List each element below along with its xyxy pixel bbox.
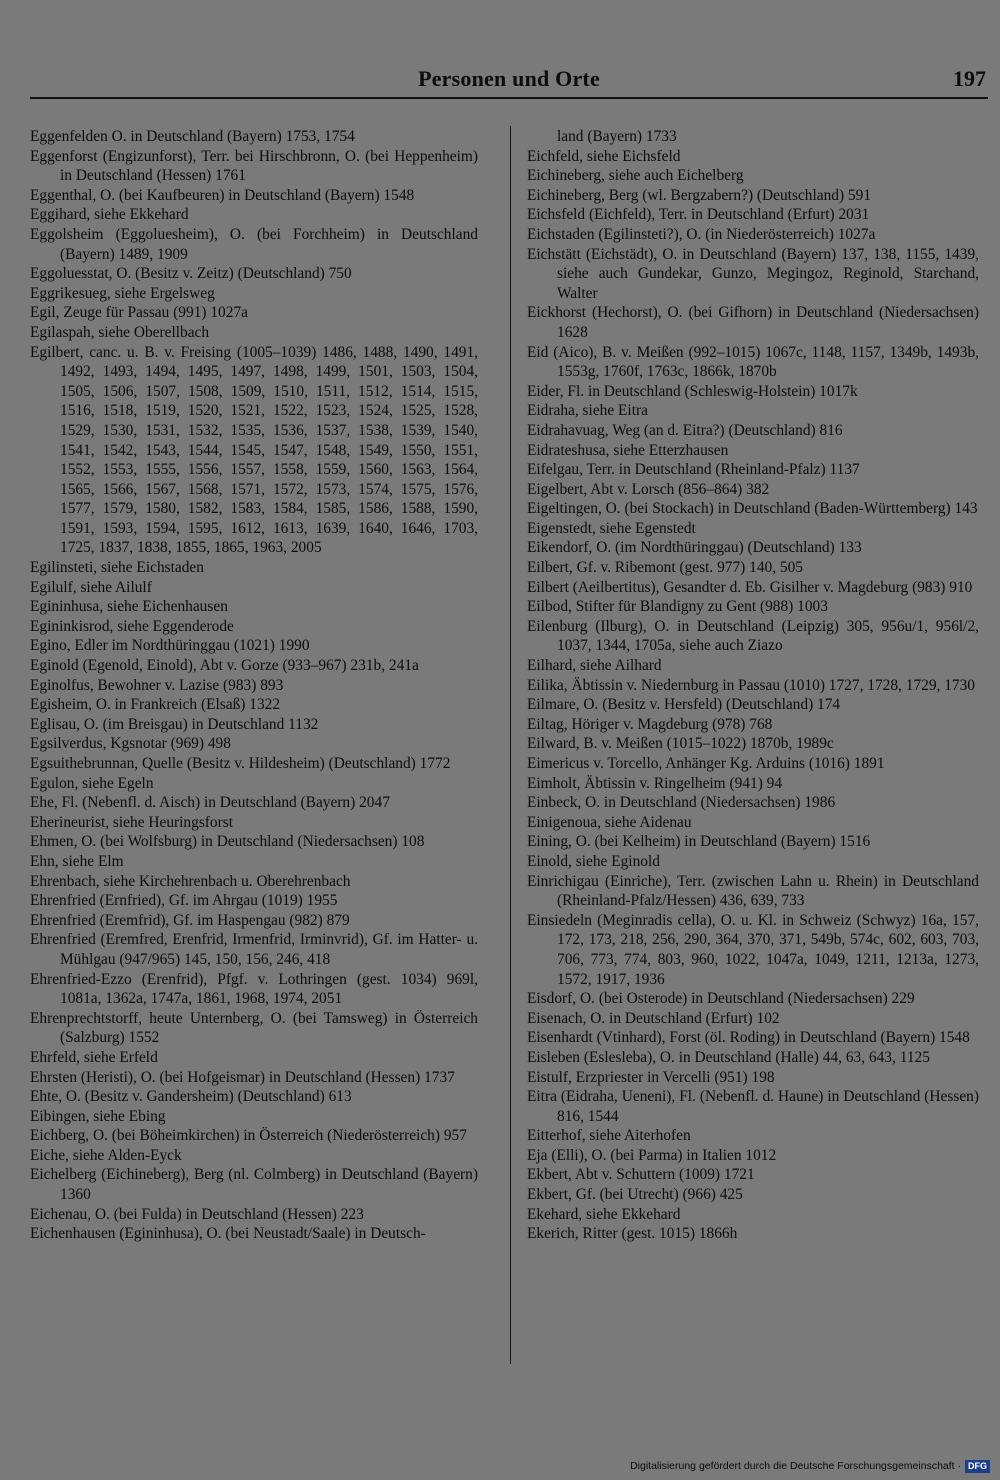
index-entry: Egisheim, O. in Frankreich (Elsaß) 1322 [30,696,281,714]
index-entry: Eilbod, Stifter für Blandigny zu Gent (988) 1003 [527,598,828,616]
index-entry: Eichelberg (Eichineberg), Berg (nl. Colmberg) in Deutschland (Bayern) 1360 [30,1166,478,1204]
index-entry: Eichfeld, siehe Eichsfeld [527,147,681,165]
index-entry: Egsilverdus, Kgsnotar (969) 498 [30,735,231,753]
index-entry: Ehrenprechtstorff, heute Unternberg, O. (bei Tamsweg) in Österreich (Salzburg) 1552 [30,1009,478,1047]
index-entry: Einold, siehe Eginold [527,852,660,870]
index-entry: Eilmare, O. (Besitz v. Hersfeld) (Deutschland) 174 [527,696,841,714]
index-entry: Egsuithebrunnan, Quelle (Besitz v. Hildesheim) (Deutschland) 1772 [30,755,451,772]
index-entry: Ekbert, Gf. (bei Utrecht) (966) 425 [527,1186,743,1204]
index-entry: Eglisau, O. (im Breisgau) in Deutschland 1132 [30,715,319,733]
index-entry: Ehmen, O. (bei Wolfsburg) in Deutschland (Niedersachsen) 108 [30,833,425,851]
index-entry: Eidrateshusa, siehe Etterzhausen [527,441,729,459]
index-entry: Eichenhausen (Egininhusa), O. (bei Neustadt/Saale) in Deutsch- [30,1225,426,1243]
index-entry: Eisdorf, O. (bei Osterode) in Deutschland (Niedersachsen) 229 [527,990,915,1008]
dfg-logo: DFG [965,1460,990,1473]
index-entry: Eidrahavuag, Weg (an d. Eitra?) (Deutschland) 816 [527,421,843,439]
index-entry: Eigeltingen, O. (bei Stockach) in Deutschland (Baden-Württemberg) 143 [527,500,978,518]
index-entry: Egilaspah, siehe Oberellbach [30,323,210,341]
index-entry: Eichstaden (Egilinsteti?), O. (in Niederösterreich) 1027a [527,225,876,243]
index-entry: Egininkisrod, siehe Eggenderode [30,617,234,635]
index-entry: Egilulf, siehe Ailulf [30,578,152,596]
index-entry: Eitterhof, siehe Aiterhofen [527,1127,691,1145]
index-entry: Eichineberg, siehe auch Eichelberg [527,167,744,185]
index-entry: Eimholt, Äbtissin v. Ringelheim (941) 94 [527,774,783,792]
index-entry: Egulon, siehe Egeln [30,774,154,792]
index-entry: Eilika, Äbtissin v. Niedernburg in Passau (1010) 1727, 1728, 1729, 1730 [527,676,976,694]
index-entry: Eherineurist, siehe Heuringsforst [30,813,234,831]
header-rule [30,97,988,99]
index-entry: Ehrfeld, siehe Erfeld [30,1048,158,1066]
index-entry: Eja (Elli), O. (bei Parma) in Italien 1012 [527,1146,777,1164]
index-entry: Ehrenfried-Ezzo (Erenfrid), Pfgf. v. Lothringen (gest. 1034) 969l, 1081a, 1362a, 1747a, 1861, 1968, 1974, 2051 [30,970,478,1008]
index-entry: Egilinsteti, siehe Eichstaden [30,559,204,577]
index-entry: Eiche, siehe Alden-Eyck [30,1146,182,1164]
index-entry: Eider, Fl. in Deutschland (Schleswig-Holstein) 1017k [527,382,858,400]
index-entry: Einigenoua, siehe Aidenau [527,813,692,831]
index-entry: Eiltag, Höriger v. Magdeburg (978) 768 [527,715,773,733]
index-entry: Eilenburg (Ilburg), O. in Deutschland (Leipzig) 305, 956u/1, 956l/2, 1037, 1344, 1705a, siehe auch Ziazo [527,617,979,655]
index-entry: Eggrikesueg, siehe Ergelsweg [30,284,215,302]
index-entry: Eichberg, O. (bei Böheimkirchen) in Österreich (Niederösterreich) 957 [30,1127,467,1145]
index-entry: Eichstätt (Eichstädt), O. in Deutschland (Bayern) 137, 138, 1155, 1439, siehe auch Gundekar, Gunzo, Megingoz, Reginold, Starchand, Walter [527,245,979,302]
index-entry: Egino, Edler im Nordthüringgau (1021) 1990 [30,637,310,655]
index-entry: Eichineberg, Berg (wl. Bergzabern?) (Deutschland) 591 [527,186,872,204]
index-entry: Eidraha, siehe Eitra [527,402,648,420]
index-entry: Eifelgau, Terr. in Deutschland (Rheinland-Pfalz) 1137 [527,461,860,479]
index-entry: Eginolfus, Bewohner v. Lazise (983) 893 [30,676,284,694]
index-entry: Eilward, B. v. Meißen (1015–1022) 1870b, 1989c [527,735,834,753]
index-entry: Eginold (Egenold, Einold), Abt v. Gorze (933–967) 231b, 241a [30,657,419,675]
index-entry: Eigelbert, Abt v. Lorsch (856–864) 382 [527,480,770,498]
index-entry: Ehrenfried (Eremfrid), Gf. im Haspengau (982) 879 [30,911,350,929]
footer-credit-text: Digitalisierung gefördert durch die Deutsche Forschungsgemeinschaft · [630,1460,961,1472]
index-entry: Ekerich, Ritter (gest. 1015) 1866h [527,1225,738,1243]
index-entry: Eggihard, siehe Ekkehard [30,206,189,224]
digitization-credit [630,1458,990,1474]
index-entry: Eitra (Eidraha, Ueneni), Fl. (Nebenfl. d. Haune) in Deutschland (Hessen) 816, 1544 [527,1088,979,1125]
page-title: Personen und Orte [418,66,600,91]
index-entry: Eisleben (Eslesleba), O. in Deutschland (Halle) 44, 63, 643, 1125 [527,1048,930,1066]
index-entry: Einbeck, O. in Deutschland (Niedersachsen) 1986 [527,794,836,812]
index-entry: Ekbert, Abt v. Schuttern (1009) 1721 [527,1166,755,1184]
index-entry: Eilbert (Aeilbertitus), Gesandter d. Eb. Gisilher v. Magdeburg (983) 910 [527,578,973,596]
index-entry: Ehn, siehe Elm [30,852,124,870]
index-entry: land (Bayern) 1733 [557,128,677,145]
index-entry: Eggenthal, O. (bei Kaufbeuren) in Deutschland (Bayern) 1548 [30,186,415,204]
index-entry: Ehrenbach, siehe Kirchehrenbach u. Oberehrenbach [30,872,351,890]
page-header [30,62,988,96]
index-entry: Einsiedeln (Meginradis cella), O. u. Kl. in Schweiz (Schwyz) 16a, 157, 172, 173, 218, 256, 290, 364, 370, 371, 549b, 574c, 602, 603, 703, 706, 773, 774, 803, 960, 1022, 1047a, 1049, 1211, 1213a, 1273, 1572, 1917, 1936 [527,911,979,988]
index-entry: Ehte, O. (Besitz v. Gandersheim) (Deutschland) 613 [30,1088,352,1106]
index-entry: Eggenfelden O. in Deutschland (Bayern) 1753, 1754 [30,128,355,145]
index-entry: Egilbert, canc. u. B. v. Freising (1005–1039) 1486, 1488, 1490, 1491, 1492, 1493, 1494, 1495, 1497, 1498, 1499, 1501, 1503, 1504, 1505, 1506, 1507, 1508, 1509, 1510, 1511, 1512, 1514, 1515, 1516, 1518, 1519, 1520, 1521, 1522, 1523, 1524, 1525, 1528, 1529, 1530, 1531, 1532, 1535, 1536, 1537, 1538, 1539, 1540, 1541, 1542, 1543, 1544, 1545, 1547, 1548, 1549, 1550, 1551, 1552, 1553, 1555, 1556, 1557, 1558, 1559, 1560, 1563, 1564, 1565, 1566, 1567, 1568, 1571, 1572, 1573, 1574, 1575, 1576, 1577, 1579, 1580, 1582, 1583, 1584, 1585, 1586, 1588, 1590, 1591, 1593, 1594, 1595, 1612, 1613, 1639, 1640, 1646, 1703, 1725, 1837, 1838, 1855, 1865, 1963, 2005 [30,343,478,557]
index-entry: Eibingen, siehe Ebing [30,1107,166,1125]
index-entry: Eggenforst (Engizunforst), Terr. bei Hirschbronn, O. (bei Heppenheim) in Deutschland (Hessen) 1761 [30,147,478,185]
index-entry: Ehe, Fl. (Nebenfl. d. Aisch) in Deutschland (Bayern) 2047 [30,794,390,812]
index-column-left [30,127,478,1244]
index-entry: Eining, O. (bei Kelheim) in Deutschland (Bayern) 1516 [527,833,871,851]
page-number: 197 [953,66,986,91]
index-entry: Ehrenfried (Eremfred, Erenfrid, Irmenfrid, Irminvrid), Gf. im Hatter- u. Mühlgau (947/965) 145, 150, 156, 246, 418 [30,931,478,968]
index-entry: Eilhard, siehe Ailhard [527,657,662,675]
index-entry: Eigenstedt, siehe Egenstedt [527,519,696,537]
index-entry: Eistulf, Erzpriester in Vercelli (951) 198 [527,1068,775,1086]
index-entry: Eikendorf, O. (im Nordthüringgau) (Deutschland) 133 [527,539,862,557]
index-entry: Eisenhardt (Vtinhard), Forst (öl. Roding) in Deutschland (Bayern) 1548 [527,1029,970,1047]
index-entry: Ehrenfried (Ernfried), Gf. im Ahrgau (1019) 1955 [30,892,338,910]
index-entry: Ekehard, siehe Ekkehard [527,1205,681,1223]
index-entry: Eggolsheim (Eggoluesheim), O. (bei Forchheim) in Deutschland (Bayern) 1489, 1909 [30,225,478,263]
index-entry: Eimericus v. Torcello, Anhänger Kg. Arduins (1016) 1891 [527,755,885,772]
index-entry: Eisenach, O. in Deutschland (Erfurt) 102 [527,1009,780,1027]
index-entry: Einrichigau (Einriche), Terr. (zwischen Lahn u. Rhein) in Deutschland (Rheinland-Pfalz/Hessen) 436, 639, 733 [527,872,979,910]
index-entry: Eichsfeld (Eichfeld), Terr. in Deutschland (Erfurt) 2031 [527,206,870,224]
index-column-right [527,127,979,1244]
index-entry: Ehrsten (Heristi), O. (bei Hofgeismar) in Deutschland (Hessen) 1737 [30,1068,455,1086]
index-entry: Egil, Zeuge für Passau (991) 1027a [30,304,248,322]
column-divider [510,126,511,1364]
index-entry: Eickhorst (Hechorst), O. (bei Gifhorn) in Deutschland (Niedersachsen) 1628 [527,304,979,341]
index-entry: Egininhusa, siehe Eichenhausen [30,598,228,616]
index-entry: Eggoluesstat, O. (Besitz v. Zeitz) (Deutschland) 750 [30,265,352,283]
index-entry: Eid (Aico), B. v. Meißen (992–1015) 1067c, 1148, 1157, 1349b, 1493b, 1553g, 1760f, 1763c, 1866k, 1870b [527,343,979,381]
index-entry: Eilbert, Gf. v. Ribemont (gest. 977) 140, 505 [527,559,803,577]
index-entry: Eichenau, O. (bei Fulda) in Deutschland (Hessen) 223 [30,1205,364,1223]
